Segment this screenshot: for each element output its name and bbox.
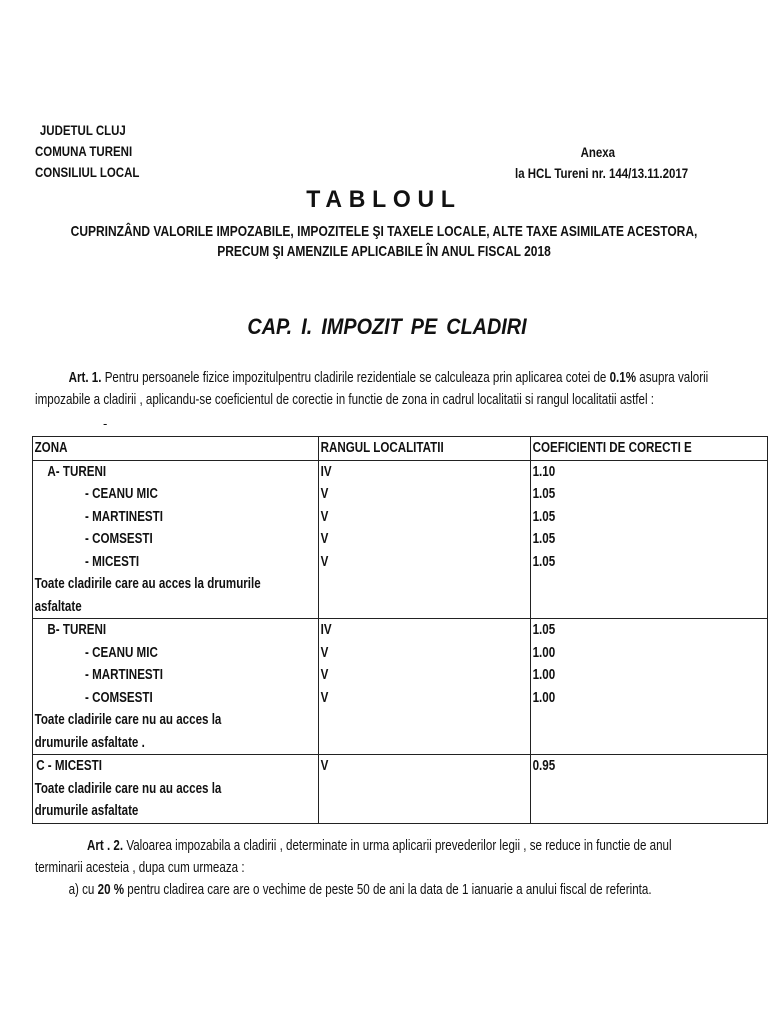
zone-c-coef: 0.95 bbox=[532, 758, 556, 774]
table-row-zone-b bbox=[33, 619, 768, 755]
zone-b-note-1: Toate cladirile care nu au acces la bbox=[34, 712, 222, 728]
document-title: TABLOUL bbox=[306, 186, 462, 213]
zone-a-name: A- TURENI bbox=[47, 463, 107, 480]
article-2-item-a-post: pentru cladirea care are o vechime de peste 50 de ani la data de 1 ianuarie a anului fiscal de referinta. bbox=[124, 882, 652, 898]
coefficient-table bbox=[32, 436, 768, 824]
issuer-block bbox=[35, 120, 139, 183]
zone-a-item-3-coef: 1.05 bbox=[532, 531, 556, 547]
zone-b-item-1-coef: 1.00 bbox=[532, 644, 556, 661]
subtitle-line-1: CUPRINZÂND VALORILE IMPOZABILE, IMPOZITELE ŞI TAXELE LOCALE, ALTE TAXE ASIMILATE ACESTORA, bbox=[70, 223, 698, 240]
article-1-line-1 bbox=[35, 367, 723, 389]
zone-a-note-2: asfaltate bbox=[34, 598, 82, 615]
article-2-item-a bbox=[35, 879, 723, 901]
article-2-line-2: terminarii acesteia , dupa cum urmeaza : bbox=[35, 860, 245, 876]
document-subtitle bbox=[0, 222, 768, 262]
annex-label: Anexa bbox=[580, 144, 616, 160]
article-2 bbox=[35, 835, 723, 901]
issuer-county: JUDETUL CLUJ bbox=[39, 122, 126, 138]
table-row-zone-a bbox=[33, 460, 768, 619]
zone-b-name: B- TURENI bbox=[47, 622, 107, 638]
issuer-council: CONSILIUL LOCAL bbox=[35, 164, 140, 180]
article-1-rate: 0.1% bbox=[609, 370, 637, 386]
article-1-label: Art. 1. bbox=[68, 370, 102, 386]
zone-a-item-4-rank: V bbox=[320, 553, 328, 570]
annex-reference bbox=[515, 142, 688, 184]
zone-c-note-2: drumurile asfaltate bbox=[34, 803, 139, 819]
stray-dash: - bbox=[103, 416, 108, 431]
header-coefficient: COEFICIENTI DE CORECTI E bbox=[532, 440, 692, 456]
article-2-label: Art . 2. bbox=[87, 838, 124, 854]
table-header-row bbox=[33, 437, 768, 461]
zone-b-item-2: - MARTINESTI bbox=[85, 667, 163, 683]
chapter-heading: CAP. I. IMPOZIT PE CLADIRI bbox=[247, 314, 527, 339]
zone-b-item-2-coef: 1.00 bbox=[532, 667, 556, 683]
article-2-line-1 bbox=[35, 835, 723, 857]
table-row-zone-c bbox=[33, 755, 768, 824]
zone-a-item-1-rank: V bbox=[320, 486, 328, 502]
zone-b-note-2: drumurile asfaltate . bbox=[34, 734, 145, 751]
zone-a-item-4: - MICESTI bbox=[85, 553, 140, 570]
zone-c-rank: V bbox=[320, 758, 328, 774]
zone-a-note-1: Toate cladirile care au acces la drumurile bbox=[34, 576, 261, 592]
subtitle-line-2: PRECUM ŞI AMENZILE APLICABILE ÎN ANUL FISCAL 2018 bbox=[217, 243, 551, 260]
article-1-text-a: Pentru persoanele fizice impozitulpentru cladirile rezidentiale se calculeaza prin aplicarea cotei de bbox=[101, 370, 610, 386]
hcl-reference: la HCL Tureni nr. 144/13.11.2017 bbox=[515, 165, 689, 181]
zone-c-note-1: Toate cladirile care nu au acces la bbox=[34, 780, 222, 797]
zone-b-item-3-rank: V bbox=[320, 689, 328, 706]
issuer-commune: COMUNA TURENI bbox=[35, 143, 133, 159]
article-1-text-b: asupra valorii bbox=[636, 370, 709, 386]
zone-a-rank: IV bbox=[320, 463, 332, 480]
zone-b-item-1-rank: V bbox=[320, 644, 328, 661]
article-2-text: Valoarea impozabila a cladirii , determinate in urma aplicarii prevederilor legii , se reduce in functie de anul bbox=[123, 838, 672, 854]
zone-b-item-1: - CEANU MIC bbox=[85, 644, 158, 661]
zone-b-item-3-coef: 1.00 bbox=[532, 689, 556, 706]
zone-b-item-3: - COMSESTI bbox=[85, 689, 153, 706]
article-2-item-a-rate: 20 % bbox=[97, 882, 125, 898]
zone-a-item-1: - CEANU MIC bbox=[85, 486, 158, 502]
article-1 bbox=[35, 367, 723, 411]
zone-a-item-4-coef: 1.05 bbox=[532, 553, 556, 570]
zone-c-name: C - MICESTI bbox=[36, 758, 102, 774]
zone-b-item-2-rank: V bbox=[320, 667, 328, 683]
zone-a-item-3-rank: V bbox=[320, 531, 328, 547]
zone-a-item-2: - MARTINESTI bbox=[85, 508, 163, 525]
zone-b-coef: 1.05 bbox=[532, 622, 556, 638]
zone-a-item-2-coef: 1.05 bbox=[532, 508, 556, 525]
zone-a-item-2-rank: V bbox=[320, 508, 328, 525]
zone-b-rank: IV bbox=[320, 622, 332, 638]
article-2-item-a-pre: a) cu bbox=[68, 882, 98, 898]
zone-a-coef: 1.10 bbox=[532, 463, 556, 480]
article-1-line-2: impozabile a cladirii , aplicandu-se coeficientul de corectie in functie de zona in cadrul localitatii si rangul localitatii astfel : bbox=[35, 392, 654, 408]
header-rank: RANGUL LOCALITATII bbox=[320, 440, 444, 456]
zone-a-item-1-coef: 1.05 bbox=[532, 486, 556, 502]
header-zone: ZONA bbox=[34, 440, 68, 456]
zone-a-item-3: - COMSESTI bbox=[85, 531, 153, 547]
